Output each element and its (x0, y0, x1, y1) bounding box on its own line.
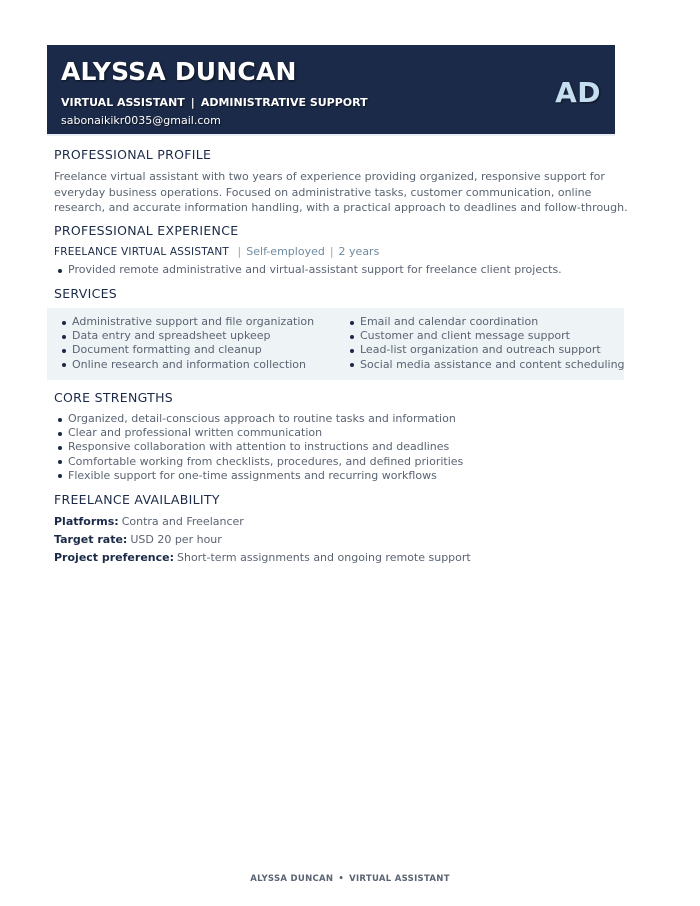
job-meta-separator: | (329, 245, 334, 258)
headline-specialty: ADMINISTRATIVE SUPPORT (200, 96, 368, 109)
rate-value: USD 20 per hour (130, 533, 222, 546)
candidate-name: ALYSSA DUNCAN (61, 57, 297, 86)
section-title-services: SERVICES (54, 286, 118, 301)
list-item: Social media assistance and content scheduling (346, 358, 625, 372)
list-item: Administrative support and file organization (58, 315, 314, 329)
list-item: Clear and professional written communication (54, 426, 463, 440)
headline (61, 96, 368, 109)
preference-value: Short-term assignments and ongoing remote support (177, 551, 471, 564)
list-item: Email and calendar coordination (346, 315, 625, 329)
services-list-right (346, 315, 625, 372)
section-title-availability: FREELANCE AVAILABILITY (54, 492, 220, 507)
list-item: Provided remote administrative and virtual-assistant support for freelance client projects. (54, 263, 562, 277)
list-item: Organized, detail-conscious approach to routine tasks and information (54, 412, 463, 426)
job-meta-separator: | (237, 245, 242, 258)
section-title-experience: PROFESSIONAL EXPERIENCE (54, 223, 239, 238)
headline-role: VIRTUAL ASSISTANT (61, 96, 185, 109)
availability-rate (54, 533, 222, 546)
profile-paragraph: Freelance virtual assistant with two years of experience providing organized, responsive support for everyday business operations. Focused on administrative tasks, customer communication, online research, and accurate information handling, with a practical approach to deadlines and follow-through. (54, 170, 628, 214)
headline-separator: | (190, 96, 195, 109)
initials-monogram: AD (555, 76, 601, 109)
rate-label: Target rate: (54, 533, 128, 546)
list-item: Online research and information collection (58, 358, 314, 372)
list-item: Flexible support for one-time assignments and recurring workflows (54, 469, 463, 483)
employer: Self-employed (246, 245, 325, 258)
page-footer (0, 874, 700, 884)
availability-preference (54, 551, 471, 564)
resume-header (47, 45, 615, 136)
footer-name: ALYSSA DUNCAN (250, 874, 334, 884)
experience-entry-heading (54, 245, 379, 258)
availability-platforms (54, 515, 244, 528)
experience-bullet-list (54, 263, 562, 277)
job-duration: 2 years (338, 245, 380, 258)
list-item: Data entry and spreadsheet upkeep (58, 329, 314, 343)
list-item: Customer and client message support (346, 329, 625, 343)
platforms-value: Contra and Freelancer (121, 515, 244, 528)
email-address[interactable]: sabonaikikr0035@gmail.com (61, 114, 221, 127)
list-item: Document formatting and cleanup (58, 343, 314, 357)
section-title-profile: PROFESSIONAL PROFILE (54, 147, 212, 162)
job-meta (233, 245, 380, 258)
section-title-strengths: CORE STRENGTHS (54, 390, 174, 405)
list-item: Lead-list organization and outreach support (346, 343, 625, 357)
list-item: Comfortable working from checklists, procedures, and defined priorities (54, 455, 463, 469)
footer-role: VIRTUAL ASSISTANT (349, 874, 450, 884)
platforms-label: Platforms: (54, 515, 119, 528)
footer-bullet: • (338, 874, 345, 884)
job-title: FREELANCE VIRTUAL ASSISTANT (54, 246, 230, 258)
preference-label: Project preference: (54, 551, 174, 564)
services-list-left (58, 315, 314, 372)
list-item: Responsive collaboration with attention to instructions and deadlines (54, 440, 463, 454)
strengths-list (54, 412, 463, 483)
